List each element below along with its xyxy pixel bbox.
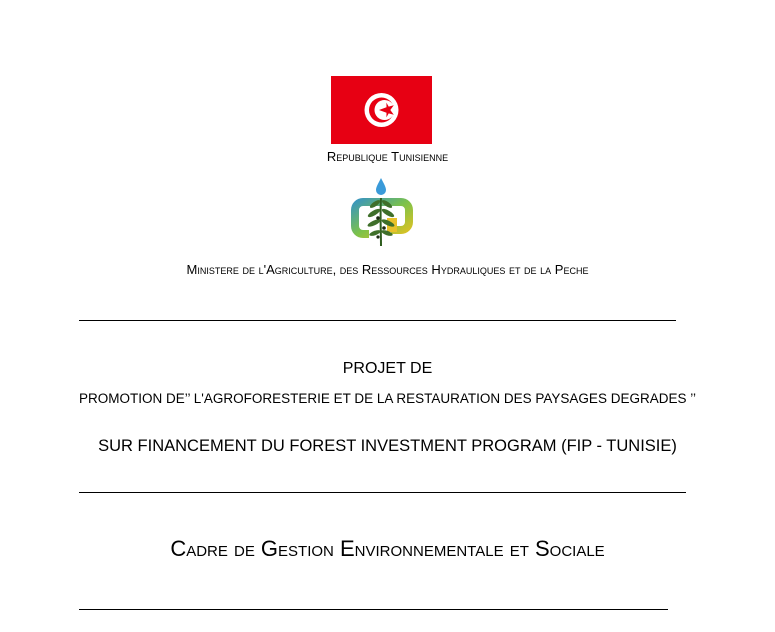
ministry-name: Ministere de l'Agriculture, des Ressources Hydrauliques et de la Peche bbox=[186, 262, 589, 277]
ministry-logo-icon bbox=[347, 176, 415, 250]
project-financing: SUR FINANCEMENT DU FOREST INVESTMENT PROGRAM (FIP - TUNISIE) bbox=[98, 437, 677, 455]
tunisia-flag-icon bbox=[331, 76, 432, 144]
republic-name: Republique Tunisienne bbox=[326, 149, 449, 164]
divider-bottom bbox=[79, 609, 668, 610]
divider-middle bbox=[79, 492, 686, 493]
divider-top bbox=[79, 320, 676, 321]
project-subtitle: PROMOTION DE’’ L'AGROFORESTERIE ET DE LA RESTAURATION DES PAYSAGES DEGRADES ’’ bbox=[79, 391, 696, 406]
project-heading: PROJET DE bbox=[342, 360, 433, 377]
document-title: Cadre de Gestion Environnementale et Sociale bbox=[170, 536, 605, 561]
